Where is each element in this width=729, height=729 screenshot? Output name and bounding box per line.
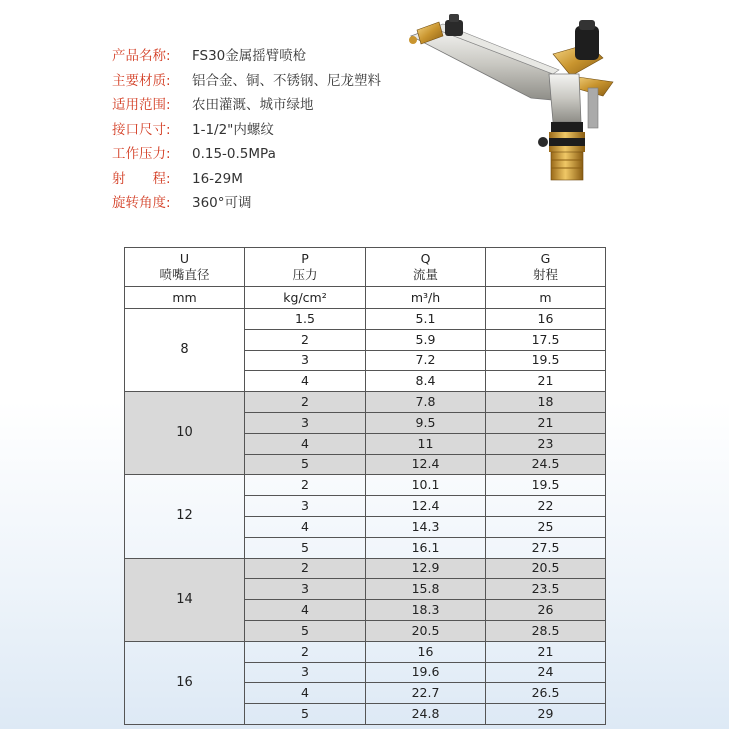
table-row <box>125 475 606 496</box>
spec-label: 适用范围: <box>112 97 171 113</box>
header-symbol: G <box>540 251 551 266</box>
range-cell: 20.5 <box>486 558 606 579</box>
spec-row-material <box>112 69 381 94</box>
flow-cell: 5.1 <box>366 309 486 330</box>
unit-cell: mm <box>125 287 245 309</box>
pressure-cell: 4 <box>245 433 366 454</box>
spec-row-range <box>112 167 381 192</box>
performance-table <box>124 247 606 725</box>
spec-value: FS30金属摇臂喷枪 <box>192 48 307 64</box>
spec-row-name <box>112 44 381 69</box>
spec-row-pressure <box>112 142 381 167</box>
flow-cell: 12.9 <box>366 558 486 579</box>
spec-label: 旋转角度: <box>112 195 171 211</box>
flow-cell: 11 <box>366 433 486 454</box>
spec-label: 产品名称: <box>112 48 171 64</box>
spec-row-rotation <box>112 191 381 216</box>
spec-label: 工作压力: <box>112 146 171 162</box>
flow-cell: 19.6 <box>366 662 486 683</box>
pressure-cell: 4 <box>245 683 366 704</box>
pressure-cell: 5 <box>245 537 366 558</box>
pressure-cell: 3 <box>245 496 366 517</box>
header-name: 射程 <box>532 267 558 282</box>
pressure-cell: 3 <box>245 662 366 683</box>
flow-cell: 7.2 <box>366 350 486 371</box>
pressure-cell: 3 <box>245 350 366 371</box>
spec-list <box>112 44 381 216</box>
nozzle-size-cell: 8 <box>125 309 245 392</box>
spec-label: 接口尺寸: <box>112 121 171 138</box>
pressure-cell: 2 <box>245 475 366 496</box>
range-cell: 27.5 <box>486 537 606 558</box>
range-cell: 21 <box>486 371 606 392</box>
flow-cell: 5.9 <box>366 329 486 350</box>
unit-cell: m³/h <box>366 287 486 309</box>
spec-label: 射 程: <box>112 170 171 187</box>
flow-cell: 15.8 <box>366 579 486 600</box>
range-cell: 23 <box>486 433 606 454</box>
table-header-row <box>125 248 606 287</box>
pressure-cell: 5 <box>245 704 366 725</box>
table-unit-row <box>125 287 606 309</box>
header-symbol: Q <box>420 251 431 266</box>
range-cell: 29 <box>486 704 606 725</box>
pressure-cell: 2 <box>245 392 366 413</box>
spec-label: 主要材质: <box>112 72 171 89</box>
pressure-cell: 3 <box>245 412 366 433</box>
range-cell: 26 <box>486 600 606 621</box>
nozzle-size-cell: 12 <box>125 475 245 558</box>
sprinkler-gun-image <box>403 14 618 184</box>
pressure-cell: 3 <box>245 579 366 600</box>
pressure-cell: 2 <box>245 329 366 350</box>
pressure-cell: 4 <box>245 371 366 392</box>
nozzle-size-cell: 10 <box>125 392 245 475</box>
range-cell: 23.5 <box>486 579 606 600</box>
flow-cell: 16.1 <box>366 537 486 558</box>
range-cell: 24 <box>486 662 606 683</box>
flow-cell: 14.3 <box>366 516 486 537</box>
range-cell: 26.5 <box>486 683 606 704</box>
range-cell: 21 <box>486 641 606 662</box>
range-cell: 19.5 <box>486 475 606 496</box>
pressure-cell: 1.5 <box>245 309 366 330</box>
performance-table-wrap <box>124 247 605 725</box>
header-flow <box>366 248 486 287</box>
range-cell: 16 <box>486 309 606 330</box>
spec-row-connection <box>112 118 381 143</box>
nozzle-size-cell: 16 <box>125 641 245 724</box>
unit-cell: kg/cm² <box>245 287 366 309</box>
header-symbol: U <box>179 251 190 266</box>
range-cell: 21 <box>486 412 606 433</box>
range-cell: 19.5 <box>486 350 606 371</box>
pressure-cell: 5 <box>245 454 366 475</box>
header-symbol: P <box>301 251 309 266</box>
flow-cell: 22.7 <box>366 683 486 704</box>
spec-value: 铝合金、铜、不锈钢、尼龙塑料 <box>192 72 381 89</box>
header-name: 喷嘴直径 <box>159 267 210 282</box>
flow-cell: 18.3 <box>366 600 486 621</box>
flow-cell: 8.4 <box>366 371 486 392</box>
header-name: 压力 <box>292 267 318 282</box>
range-cell: 22 <box>486 496 606 517</box>
range-cell: 17.5 <box>486 329 606 350</box>
table-row <box>125 558 606 579</box>
header-name: 流量 <box>412 267 438 282</box>
pressure-cell: 2 <box>245 641 366 662</box>
table-row <box>125 392 606 413</box>
pressure-cell: 2 <box>245 558 366 579</box>
table-row <box>125 641 606 662</box>
spec-value: 农田灌溉、城市绿地 <box>192 97 314 113</box>
table-body <box>125 309 606 725</box>
flow-cell: 16 <box>366 641 486 662</box>
range-cell: 25 <box>486 516 606 537</box>
header-range <box>486 248 606 287</box>
spec-value: 16-29M <box>192 170 243 187</box>
pressure-cell: 5 <box>245 620 366 641</box>
flow-cell: 10.1 <box>366 475 486 496</box>
unit-cell: m <box>486 287 606 309</box>
flow-cell: 20.5 <box>366 620 486 641</box>
flow-cell: 12.4 <box>366 454 486 475</box>
spec-value: 360°可调 <box>192 195 252 211</box>
table-row <box>125 309 606 330</box>
flow-cell: 12.4 <box>366 496 486 517</box>
spec-value: 1-1/2"内螺纹 <box>192 121 274 138</box>
flow-cell: 24.8 <box>366 704 486 725</box>
range-cell: 18 <box>486 392 606 413</box>
pressure-cell: 4 <box>245 600 366 621</box>
flow-cell: 7.8 <box>366 392 486 413</box>
range-cell: 24.5 <box>486 454 606 475</box>
range-cell: 28.5 <box>486 620 606 641</box>
header-nozzle <box>125 248 245 287</box>
nozzle-size-cell: 14 <box>125 558 245 641</box>
pressure-cell: 4 <box>245 516 366 537</box>
flow-cell: 9.5 <box>366 412 486 433</box>
spec-value: 0.15-0.5MPa <box>192 146 276 162</box>
header-pressure <box>245 248 366 287</box>
spec-row-application <box>112 93 381 118</box>
